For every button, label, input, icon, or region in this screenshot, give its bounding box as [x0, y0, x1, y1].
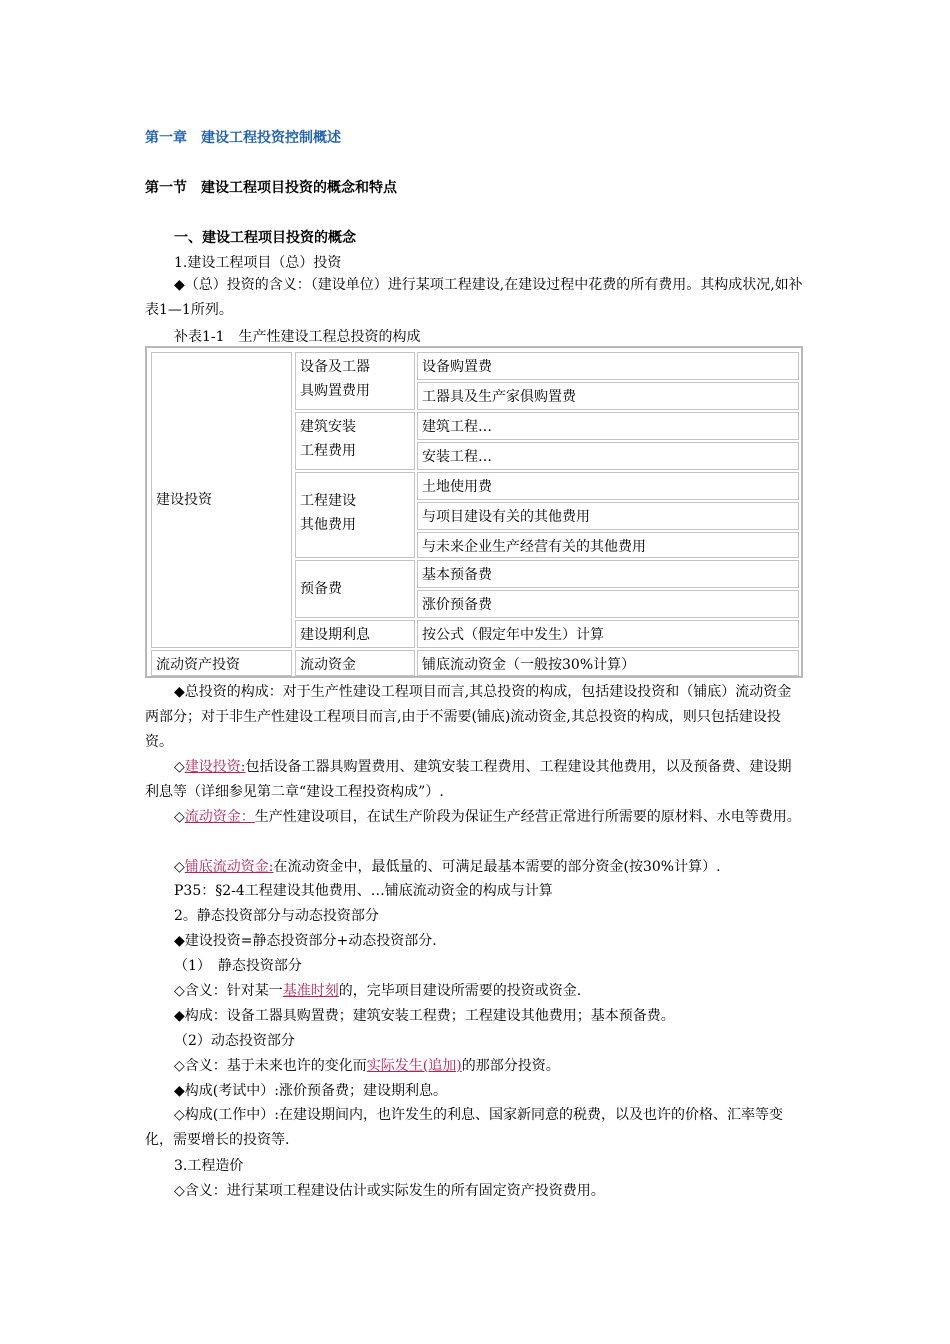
paragraph-working-capital: ◇流动资金：生产性建设项目，在试生产阶段为保证生产经营正常进行所需要的原材料、水电等费用。 [174, 809, 801, 825]
text-line: （1） 静态投资部分 [174, 958, 302, 974]
table-cell-group-other-costs: 工程建设 其他费用 [295, 472, 415, 558]
item-heading: 2。静态投资部分与动态投资部分 [174, 908, 379, 924]
reference-line: P35：§2-4工程建设其他费用、…铺底流动资金的构成与计算 [174, 883, 553, 899]
actual-occurrence-link[interactable]: 实际发生(追加) [366, 1058, 462, 1074]
investment-table [145, 346, 803, 678]
table-cell-item: 与项目建设有关的其他费用 [417, 502, 799, 530]
text-line: ◇含义：基于未来也许的变化而实际发生(追加)的那部分投资。 [174, 1058, 560, 1074]
paragraph-dynamic-composition: ◇构成(工作中）:在建设期间内，也许发生的利息、国家新同意的税费，以及也许的价格、汇率等变化，需要增长的投资等. [145, 1107, 783, 1148]
table-cell-group-equipment: 设备及工器 具购置费用 [295, 352, 415, 410]
paragraph-total-composition: ◆总投资的构成：对于生产性建设工程项目而言,其总投资的构成，包括建设投资和（铺底）流动资金两部分；对于非生产性建设工程项目而言,由于不需要(铺底)流动资金,其总投资的构成，则只包括建设投资。 [145, 684, 792, 750]
table-cell-item: 土地使用费 [417, 472, 799, 500]
table-cell-item: 安装工程… [417, 442, 799, 470]
text-line: ◆建设投资=静态投资部分+动态投资部分. [174, 933, 437, 949]
working-capital-link[interactable]: 流动资金： [184, 809, 255, 825]
section-title: 第一节 建设工程项目投资的概念和特点 [145, 180, 397, 196]
table-cell-construction-investment: 建设投资 [151, 352, 292, 648]
table-cell-group-construction-install: 建筑安装 工程费用 [295, 412, 415, 470]
text-line: ◇含义：针对某一基准时刻的，完毕项目建设所需要的投资或资金. [174, 983, 582, 999]
table-cell-item: 设备购置费 [417, 352, 799, 380]
text-line: ◇含义：进行某项工程建设估计或实际发生的所有固定资产投资费用。 [174, 1183, 605, 1199]
paragraph-investment-meaning: ◆（总）投资的含义：（建设单位）进行某项工程建设,在建设过程中花费的所有费用。其构成状况,如补表1—1所列。 [145, 277, 803, 318]
base-moment-link[interactable]: 基准时刻 [282, 983, 339, 999]
chapter-title: 第一章 建设工程投资控制概述 [145, 130, 341, 146]
table-caption: 补表1-1 生产性建设工程总投资的构成 [174, 329, 421, 345]
table-cell-item: 铺底流动资金（一般按30%计算） [417, 650, 799, 676]
paragraph-construction-investment: ◇建设投资:包括设备工器具购置费用、建筑安装工程费用、工程建设其他费用，以及预备费、建设期利息等（详细参见第二章“建设工程投资构成”）. [145, 759, 792, 800]
table-cell-item: 按公式（假定年中发生）计算 [417, 620, 799, 648]
table-cell-item: 工器具及生产家俱购置费 [417, 382, 799, 410]
table-cell-current-asset-investment: 流动资产投资 [151, 650, 292, 676]
table-cell-group-interest: 建设期利息 [295, 620, 415, 648]
table-cell-item: 建筑工程… [417, 412, 799, 440]
item-heading: 3.工程造价 [174, 1158, 244, 1174]
table-cell-item: 基本预备费 [417, 560, 799, 588]
item-heading: 1.建设工程项目（总）投资 [174, 255, 342, 271]
construction-investment-link[interactable]: 建设投资: [184, 759, 246, 775]
text-line: ◆构成：设备工器具购置费；建筑安装工程费；工程建设其他费用；基本预备费。 [174, 1008, 675, 1024]
table-cell-group-contingency: 预备费 [295, 560, 415, 618]
table-cell-item: 涨价预备费 [417, 590, 799, 618]
text-line: （2）动态投资部分 [174, 1033, 295, 1049]
paragraph-base-working-capital: ◇铺底流动资金:在流动资金中，最低量的、可满足最基本需要的部分资金(按30%计算）. [174, 859, 721, 875]
table-cell-item: 与未来企业生产经营有关的其他费用 [417, 532, 799, 558]
table-cell-group-working-capital: 流动资金 [295, 650, 415, 676]
base-working-capital-link[interactable]: 铺底流动资金: [184, 859, 274, 875]
text-line: ◆构成(考试中）:涨价预备费；建设期利息。 [174, 1083, 447, 1099]
subsection-title: 一、建设工程项目投资的概念 [174, 230, 356, 246]
